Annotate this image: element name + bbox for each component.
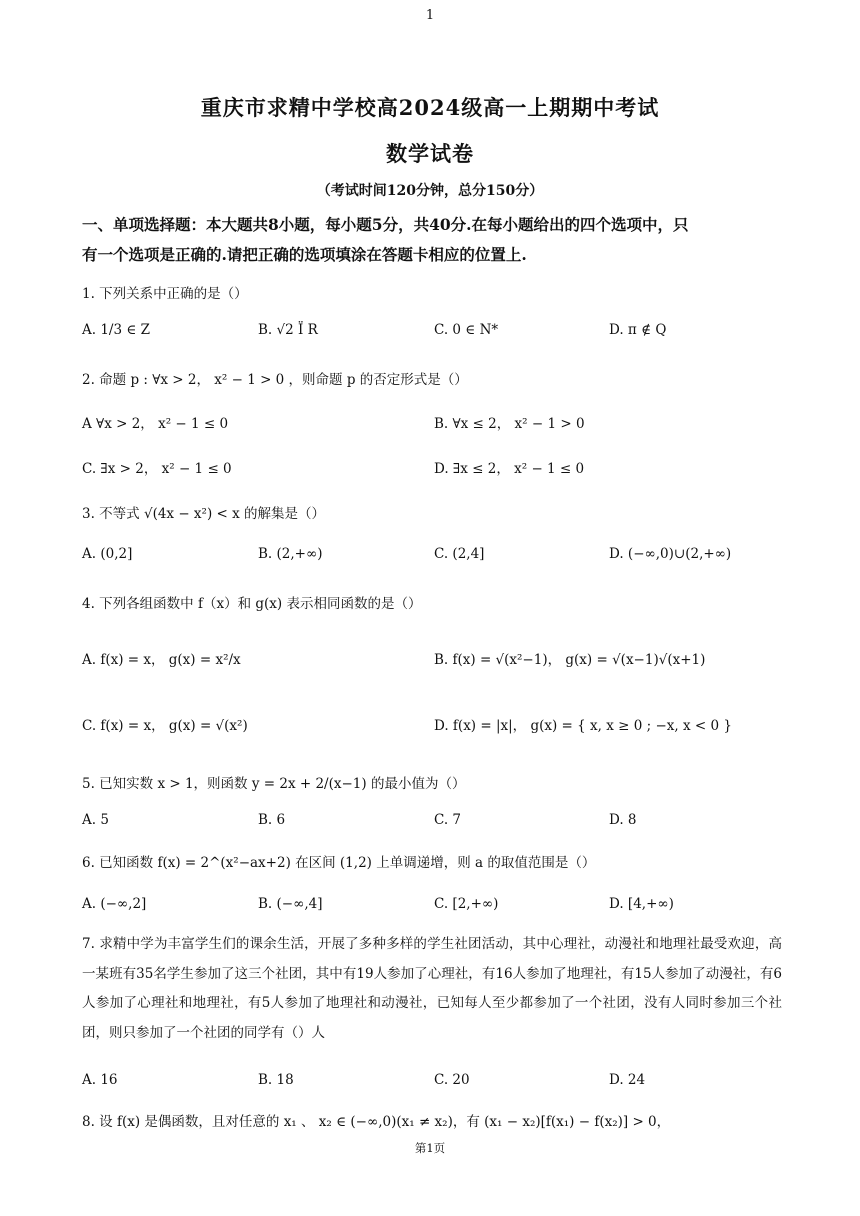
question-2-stem: 2. 命题 p : ∀x > 2， x² − 1 > 0 ，则命题 p 的否定形式是（） (82, 372, 468, 388)
question-1-stem: 1. 下列关系中正确的是（） (82, 286, 248, 302)
q7-option-d: D. 24 (609, 1072, 646, 1088)
q1-option-a: A. 1/3 ∈ Z (82, 322, 151, 338)
q2-option-b: B. ∀x ≤ 2， x² − 1 > 0 (434, 416, 585, 432)
question-4-stem: 4. 下列各组函数中 f（x）和 g(x) 表示相同函数的是（） (82, 596, 422, 612)
q4-option-a: A. f(x) = x， g(x) = x²/x (82, 652, 241, 668)
page-footer: 第1页 (414, 1141, 446, 1155)
q3-option-c: C. (2,4] (434, 546, 485, 562)
q3-option-a: A. (0,2] (82, 546, 133, 562)
q3-option-b: B. (2,+∞) (258, 546, 323, 562)
question-8-stem: 8. 设 f(x) 是偶函数，且对任意的 x₁ 、 x₂ ∈ (−∞,0)(x₁ ≠ x₂)，有 (x₁ − x₂)[f(x₁) − f(x₂)] > 0， (82, 1114, 671, 1130)
exam-subtitle: 数学试卷 (386, 141, 474, 166)
q6-option-d: D. [4,+∞) (609, 896, 674, 912)
q1-option-d: D. π ∉ Q (609, 322, 667, 338)
q4-option-b: B. f(x) = √(x²−1)， g(x) = √(x−1)√(x+1) (434, 652, 706, 668)
q7-option-c: C. 20 (434, 1072, 470, 1088)
q7-option-a: A. 16 (82, 1072, 118, 1088)
question-3-stem: 3. 不等式 √(4x − x²) < x 的解集是（） (82, 506, 326, 522)
q5-option-d: D. 8 (609, 812, 637, 828)
q6-option-c: C. [2,+∞) (434, 896, 499, 912)
q5-option-b: B. 6 (258, 812, 286, 828)
q1-option-b: B. √2 Ï R (258, 322, 318, 338)
question-7-stem: 7. 求精中学为丰富学生们的课余生活，开展了多种多样的学生社团活动，其中心理社，动漫社和地理社最受欢迎，高一某班有35名学生参加了这三个社团，其中有19人参加了心理社，有16人参加了地理社，有15人参加了动漫社，有6人参加了心理社和地理社，有5人参加了地理社和动漫社，已知每人至少都参加了一个社团，没有人同时参加三个社团，则只参加了一个社团的同学有（）人 (82, 936, 782, 1041)
question-6-stem: 6. 已知函数 f(x) = 2^(x²−ax+2) 在区间 (1,2) 上单调递增，则 a 的取值范围是（） (82, 855, 596, 871)
q5-option-c: C. 7 (434, 812, 462, 828)
q6-option-b: B. (−∞,4] (258, 896, 323, 912)
q3-option-d: D. (−∞,0)∪(2,+∞) (609, 546, 732, 562)
section-line-2: 有一个选项是正确的.请把正确的选项填涂在答题卡相应的位置上. (82, 245, 527, 264)
page-number: 1 (425, 8, 435, 23)
q6-option-a: A. (−∞,2] (82, 896, 147, 912)
exam-title: 重庆市求精中学校高2024级高一上期期中考试 (200, 95, 660, 120)
q5-option-a: A. 5 (82, 812, 109, 828)
question-5-stem: 5. 已知实数 x > 1，则函数 y = 2x + 2/(x−1) 的最小值为（） (82, 776, 466, 792)
q4-option-c: C. f(x) = x， g(x) = √(x²) (82, 718, 248, 734)
q4-option-d: D. f(x) = |x|， g(x) = { x, x ≥ 0 ; −x, x < 0 } (434, 718, 732, 734)
exam-info: （考试时间120分钟，总分150分） (316, 183, 544, 199)
section-line-1: 一、单项选择题：本大题共8小题，每小题5分，共40分.在每小题给出的四个选项中，只 (82, 215, 689, 234)
q7-option-b: B. 18 (258, 1072, 294, 1088)
q1-option-c: C. 0 ∈ N* (434, 322, 499, 338)
q2-option-a: A ∀x > 2， x² − 1 ≤ 0 (82, 416, 229, 432)
section-header (82, 210, 782, 270)
q2-option-c: C. ∃x > 2， x² − 1 ≤ 0 (82, 461, 232, 477)
q2-option-d: D. ∃x ≤ 2， x² − 1 ≤ 0 (434, 461, 585, 477)
